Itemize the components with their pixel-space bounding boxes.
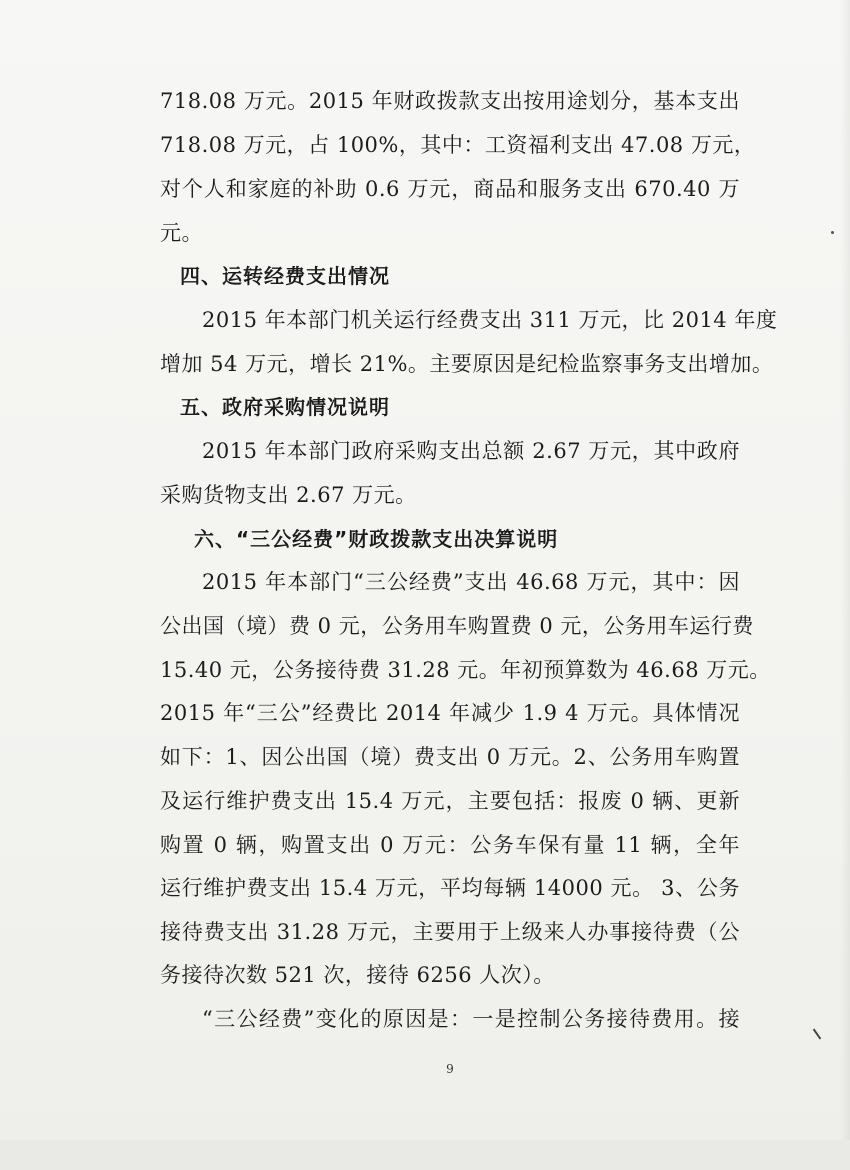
text-line: 增加 54 万元，增长 21%。主要原因是纪检监察事务支出增加。 bbox=[160, 352, 774, 376]
text-line: 运行维护费支出 15.4 万元，平均每辆 14000 元。 3、公务 bbox=[160, 876, 740, 900]
text-line: “三公经费”变化的原因是：一是控制公务接待费用。接 bbox=[202, 1007, 740, 1031]
page-number: 9 bbox=[446, 1062, 454, 1076]
text-line: 接待费支出 31.28 万元，主要用于上级来人办事接待费（公 bbox=[160, 920, 740, 944]
section-heading: 五、政府采购情况说明 bbox=[180, 395, 390, 419]
text-line: 元。 bbox=[160, 221, 203, 245]
text-line: 718.08 万元，占 100%，其中：工资福利支出 47.08 万元， bbox=[160, 133, 756, 157]
scan-mark bbox=[813, 1029, 822, 1040]
text-line: 对个人和家庭的补助 0.6 万元，商品和服务支出 670.40 万 bbox=[160, 177, 740, 201]
text-line: 2015 年本部门政府采购支出总额 2.67 万元，其中政府 bbox=[202, 439, 740, 463]
text-line: 公出国（境）费 0 元，公务用车购置费 0 元，公务用车运行费 bbox=[160, 614, 754, 638]
text-line: 2015 年本部门机关运行经费支出 311 万元，比 2014 年度 bbox=[202, 308, 778, 332]
text-line: 购置 0 辆，购置支出 0 万元：公务车保有量 11 辆，全年 bbox=[160, 833, 740, 857]
text-line: 2015 年“三公”经费比 2014 年减少 1.9 4 万元。具体情况 bbox=[160, 701, 740, 725]
text-line: 2015 年本部门“三公经费”支出 46.68 万元，其中：因 bbox=[202, 570, 740, 594]
text-line: 采购货物支出 2.67 万元。 bbox=[160, 483, 417, 507]
text-line: 如下：1、因公出国（境）费支出 0 万元。2、公务用车购置 bbox=[160, 745, 740, 769]
section-heading: 四、运转经费支出情况 bbox=[180, 264, 390, 288]
text-line: 务接待次数 521 次，接待 6256 人次）。 bbox=[160, 963, 555, 987]
text-line: 15.40 元，公务接待费 31.28 元。年初预算数为 46.68 万元。 bbox=[160, 658, 771, 682]
text-line: 及运行维护费支出 15.4 万元，主要包括：报废 0 辆、更新 bbox=[160, 789, 740, 813]
section-heading: 六、“三公经费”财政拨款支出决算说明 bbox=[194, 527, 559, 551]
scanner-bottom-band bbox=[0, 1140, 850, 1170]
scan-speck bbox=[831, 231, 834, 234]
text-line: 718.08 万元。2015 年财政拨款支出按用途划分，基本支出 bbox=[160, 89, 740, 113]
page-edge-shadow bbox=[840, 0, 850, 1170]
